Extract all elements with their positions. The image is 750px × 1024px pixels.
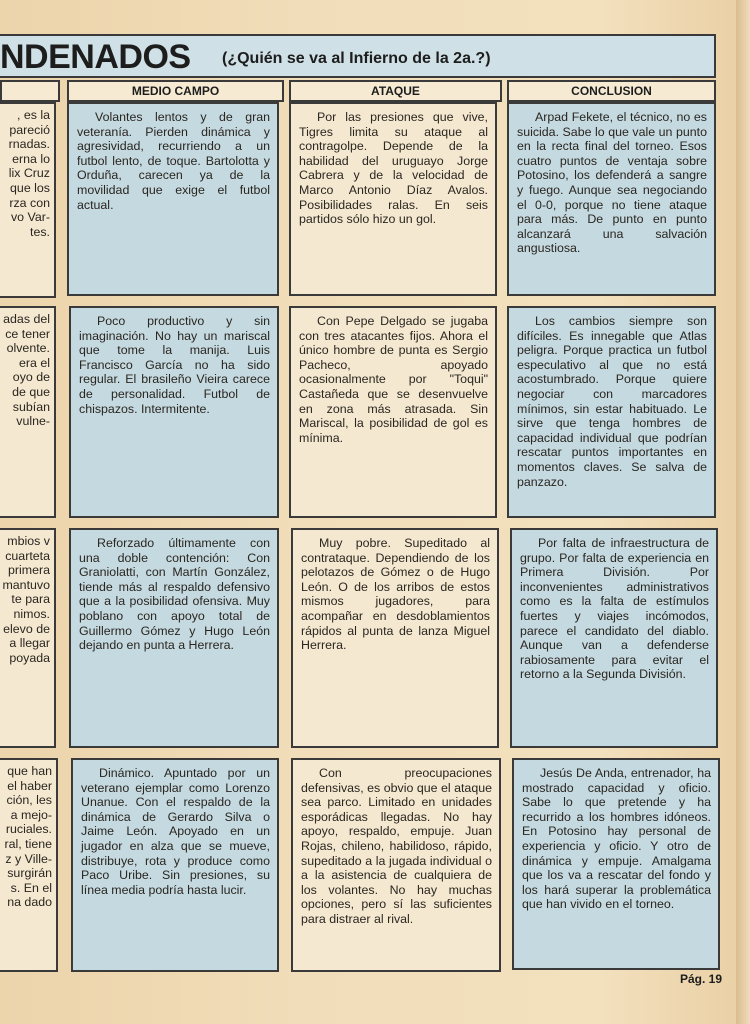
- cell-conclusion: Los cambios siempre son difíciles. Es innegable que Atlas peligra. Porque practica un futbol especulativo al que no está acostumbrado. Porque quiere negociar con marcadores mínimos, sin estar habituado. Le sirve que tenga hombres de capacidad individual que podrían rescatar puntos importantes en momentos claves. Se salva de panzazo.: [507, 306, 716, 518]
- column-header-medio-campo: MEDIO CAMPO: [67, 80, 284, 102]
- section-header: [0, 34, 716, 78]
- cell-medio-campo: Volantes lentos y de gran veteranía. Pierden dinámica y agresividad, recurriendo a un futbol lento, de toque. Bartolotta y Orduña, carecen ya de la movilidad que exige el futbol actual.: [67, 102, 279, 296]
- column-header-ataque: ATAQUE: [289, 80, 502, 102]
- left-column-fragment: mbios v cuarteta primera mantuvo te para nimos. elevo de a llegar poyada: [0, 528, 56, 748]
- cell-conclusion: Arpad Fekete, el técnico, no es suicida. Sabe lo que vale un punto en la recta final del torneo. Esos cuatro puntos de ventaja sobre Potosino, los defenderá a sangre y fuego. Aunque sea negociando el 0-0, porque no tiene ataque para más. De punto en punto alcanzará una salvación angustiosa.: [507, 102, 716, 296]
- column-header-fragment: [0, 80, 60, 102]
- column-header-conclusion: CONCLUSION: [507, 80, 716, 102]
- page-subtitle: (¿Quién se va al Infierno de la 2a.?): [222, 50, 491, 67]
- left-column-fragment: adas del ce tener olvente. era el oyo de de que subían vulne-: [0, 306, 56, 518]
- cell-ataque: Por las presiones que vive, Tigres limita su ataque al contragolpe. Depende de la habilidad del uruguayo Jorge Cabrera y de la velocidad de Marco Antonio Díaz Avalos. Posibilidades ralas. En seis partidos sólo hizo un gol.: [289, 102, 497, 296]
- cell-conclusion: Por falta de infraestructura de grupo. Por falta de experiencia en Primera División. Por inconvenientes administrativos como es la falta de estímulos fuertes y viajes incómodos, parece el candidato del diablo. Aunque van a defenderse rabiosamente para evitar el retorno a la Segunda División.: [510, 528, 718, 748]
- page-spine-shadow: [736, 0, 750, 1024]
- page-title: NDENADOS: [0, 38, 191, 76]
- left-column-fragment: que han el haber ción, les a mejo- ruciales. ral, tiene z y Ville- surgirán s. En el na dado: [0, 758, 58, 972]
- cell-ataque: Muy pobre. Supeditado al contrataque. Dependiendo de los pelotazos de Gómez o de Hugo León. O de los arribos de estos mismos jugadores, para acompañar en desdoblamientos rápidos al punta de lanza Miguel Herrera.: [291, 528, 499, 748]
- page-number: Pág. 19: [679, 972, 722, 986]
- cell-conclusion: Jesús De Anda, entrenador, ha mostrado capacidad y oficio. Sabe lo que pretende y ha recurrido a los hombres idóneos. En Potosino hay personal de experiencia y oficio. Y otro de dinámica y empuje. Amalgama que los va a rescatar del fondo y los hará superar la problemática que han vivido en el torneo.: [512, 758, 720, 970]
- cell-medio-campo: Poco productivo y sin imaginación. No hay un mariscal que tome la manija. Luis Francisco García no ha sido regular. El brasileño Vieira carece de personalidad. Futbol de chispazos. Intermitente.: [69, 306, 279, 518]
- cell-medio-campo: Dinámico. Apuntado por un veterano ejemplar como Lorenzo Unanue. Con el respaldo de la dinámica de Gerardo Silva o Jaime León. Apoyado en un jugador en alza que se mueve, distribuye, rota y produce como Paco Uribe. Sin presiones, su línea media podría hasta lucir.: [71, 758, 279, 972]
- left-column-fragment: , es la pareció rnadas. erna lo lix Cruz que los rza con vo Var- tes.: [0, 102, 56, 298]
- cell-medio-campo: Reforzado últimamente con una doble contención: Con Graniolatti, con Martín González, tiende más al respaldo defensivo que a la posibilidad ofensiva. Muy poblano con apoyo total de Guillermo Gómez y Hugo León dejando en punta a Herrera.: [69, 528, 279, 748]
- cell-ataque: Con Pepe Delgado se jugaba con tres atacantes fijos. Ahora el único hombre de punta es Sergio Pacheco, apoyado ocasionalmente por "Toqui" Castañeda que se desenvuelve en zona más atrasada. Sin Mariscal, la posibilidad de gol es mínima.: [289, 306, 497, 518]
- cell-ataque: Con preocupaciones defensivas, es obvio que el ataque sea parco. Limitado en unidades esporádicas llegadas. No hay apoyo, respaldo, empuje. Juan Rojas, chileno, habilidoso, rápido, supeditado a la jugada individual o a la asistencia de cualquiera de los volantes. No hay muchas opciones, pero sí las suficientes para distraer al rival.: [291, 758, 501, 972]
